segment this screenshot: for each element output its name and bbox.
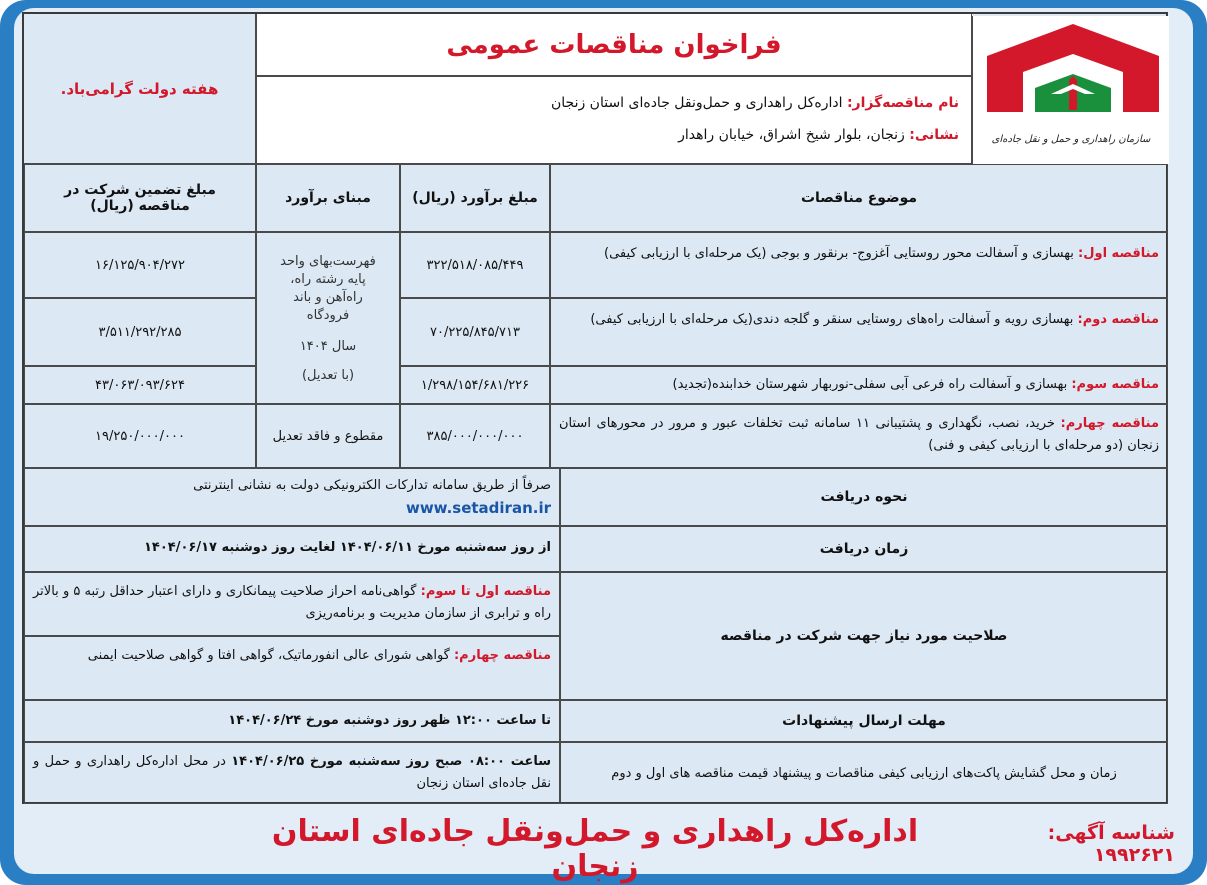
table-row-3-subject [550, 366, 1168, 404]
table-row-2-estimate: ۷۰/۲۲۵/۸۴۵/۷۱۳ [400, 298, 550, 366]
col-header-basis: مبنای برآورد [256, 164, 400, 232]
table-row-4-subject [550, 404, 1168, 468]
tender-sheet [22, 12, 1168, 804]
tenderer-value: اداره‌کل راهداری و حمل‌ونقل جاده‌ای استان زنجان [550, 95, 843, 111]
table-row-1-subject [550, 232, 1168, 298]
tender-subject: بهسازی و آسفالت راه فرعی آبی سفلی-نوربهار شهرستان خدابنده(تجدید) [672, 377, 1068, 392]
tender-label: مناقصه اول: [1078, 246, 1159, 261]
setadiran-link[interactable]: www.setadiran.ir [405, 499, 551, 517]
qual1-label: مناقصه اول تا سوم: [420, 584, 552, 599]
week-note: هفته دولت گرامی‌باد. [60, 79, 219, 98]
tender-label: مناقصه چهارم: [1060, 416, 1160, 431]
basis-year: سال ۱۴۰۴ [299, 339, 357, 354]
opening-label: زمان و محل گشایش پاکت‌های ارزیابی کیفی مناقصات و پیشنهاد قیمت مناقصه های اول و دوم [560, 742, 1168, 804]
tender-label: مناقصه دوم: [1077, 312, 1159, 327]
table-row-2-guarantee: ۳/۵۱۱/۲۹۲/۲۸۵ [24, 298, 256, 366]
qualification-2 [24, 636, 560, 700]
tenderer-cell [256, 76, 972, 164]
basis-adjust: (با تعدیل) [301, 368, 355, 383]
tender-label: مناقصه سوم: [1071, 377, 1159, 392]
tender-subject: بهسازی رویه و آسفالت راه‌های روستایی سنقر و گلجه دندی(یک مرحله‌ای با ارزیابی کیفی) [590, 312, 1074, 327]
logo-caption: سازمان راهداری و حمل و نقل جاده‌ای [991, 134, 1151, 145]
col-header-subject: موضوع مناقصات [550, 164, 1168, 232]
table-row-3-estimate: ۱/۲۹۸/۱۵۴/۶۸۱/۲۲۶ [400, 366, 550, 404]
qual2-value: گواهی شورای عالی انفورماتیک، گواهی افتا و گواهی صلاحیت ایمنی [87, 648, 450, 663]
col-header-guarantee: مبلغ تضمین شرکت در مناقصه (ریال) [24, 164, 256, 232]
table-row-1-guarantee: ۱۶/۱۲۵/۹۰۴/۲۷۲ [24, 232, 256, 298]
address-label: نشانی: [909, 127, 959, 143]
qualification-label: صلاحیت مورد نیاز جهت شرکت در مناقصه [560, 572, 1168, 700]
opening-place: در محل اداره‌کل راهداری و حمل و نقل جاده‌ای استان زنجان [33, 754, 551, 791]
ad-id: شناسه آگهی: ۱۹۹۲۶۲۱ [1047, 822, 1175, 866]
qualification-1 [24, 572, 560, 636]
receive-method-value [24, 468, 560, 526]
opening-value [24, 742, 560, 804]
tender-subject: بهسازی و آسفالت محور روستایی آغزوج- برنقور و بوجی (یک مرحله‌ای با ارزیابی کیفی) [604, 246, 1074, 261]
qual2-label: مناقصه چهارم: [453, 648, 551, 663]
basis-shared [256, 232, 400, 404]
table-row-4-guarantee: ۱۹/۲۵۰/۰۰۰/۰۰۰ [24, 404, 256, 468]
week-note-cell [24, 14, 256, 164]
receive-method-text: صرفاً از طریق سامانه تدارکات الکترونیکی دولت به نشانی اینترنتی [193, 478, 551, 493]
table-row-4-basis: مقطوع و فاقد تعدیل [256, 404, 400, 468]
logo [972, 16, 1169, 164]
tenderer-line [257, 87, 959, 119]
address-value: زنجان، بلوار شیخ اشراق، خیابان راهدار [678, 127, 905, 143]
title-cell [256, 14, 972, 76]
basis-text: فهرست‌بهای واحد پایه رشته راه، راه‌آهن و باند فرودگاه [280, 254, 376, 323]
receive-time-value: از روز سه‌شنبه مورخ ۱۴۰۴/۰۶/۱۱ لغایت روز دوشنبه ۱۴۰۴/۰۶/۱۷ [24, 526, 560, 572]
opening-time: ساعت ۰۸:۰۰ صبح روز سه‌شنبه مورخ ۱۴۰۴/۰۶/۲۵ [231, 754, 552, 769]
page-title: فراخوان مناقصات عمومی [446, 29, 782, 60]
tender-subject: خرید، نصب، نگهداری و پشتیبانی ۱۱ سامانه ثبت تخلفات عبور و مرور در محورهای استان زنجان (دو مرحله‌ای با ارزیابی کیفی و فنی) [559, 416, 1159, 453]
table-row-1-estimate: ۳۲۲/۵۱۸/۰۸۵/۴۴۹ [400, 232, 550, 298]
deadline-label: مهلت ارسال پیشنهادات [560, 700, 1168, 742]
table-row-2-subject [550, 298, 1168, 366]
table-row-3-guarantee: ۴۳/۰۶۳/۰۹۳/۶۲۴ [24, 366, 256, 404]
receive-time-label: زمان دریافت [560, 526, 1168, 572]
address-line [257, 119, 959, 151]
receive-method-label: نحوه دریافت [560, 468, 1168, 526]
tenderer-label: نام مناقصه‌گزار: [846, 95, 959, 111]
qual1-value: گواهی‌نامه احراز صلاحیت پیمانکاری و دارای اعتبار حداقل رتبه ۵ و بالاتر راه و ترابری از سازمان مدیریت و برنامه‌ریزی [33, 584, 551, 621]
footer-org-title: اداره‌کل راهداری و حمل‌ونقل جاده‌ای استان زنجان [271, 814, 919, 884]
deadline-value: تا ساعت ۱۲:۰۰ ظهر روز دوشنبه مورخ ۱۴۰۴/۰۶/۲۴ [24, 700, 560, 742]
table-row-4-estimate: ۳۸۵/۰۰۰/۰۰۰/۰۰۰ [400, 404, 550, 468]
col-header-estimate: مبلغ برآورد (ریال) [400, 164, 550, 232]
